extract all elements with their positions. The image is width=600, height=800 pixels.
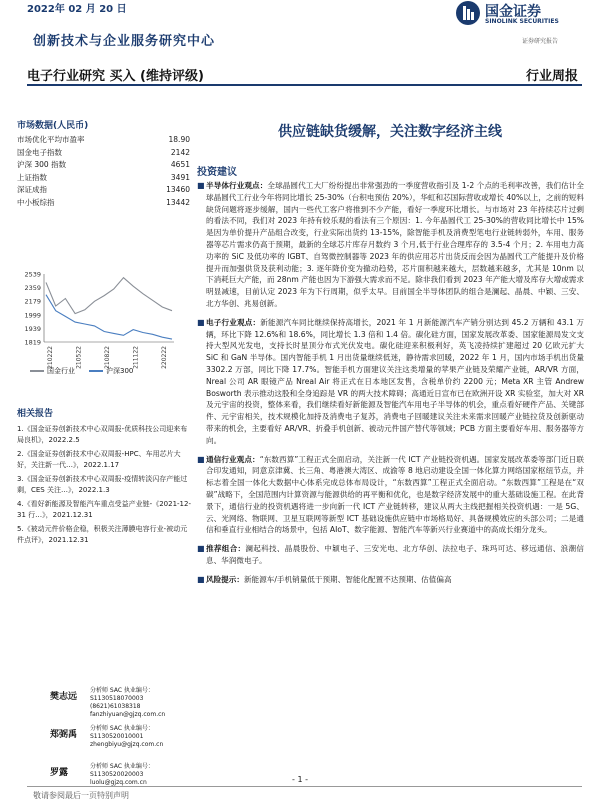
market-data-label: 深证成指: [17, 185, 47, 194]
market-data-value: 18.90: [168, 135, 190, 144]
report-title: 供应链缺货缓解，关注数字经济主线: [278, 124, 502, 140]
y-tick-label: 1999: [24, 311, 41, 320]
x-tick-label: 211122: [132, 346, 140, 369]
logo-mark-icon: [455, 0, 481, 26]
logo-subtitle: 证券研究报告: [522, 38, 559, 45]
bullet-square-icon: ■: [197, 317, 205, 327]
bullet-body: 新能源车/手机销量低于预期、智能化配置不达预期、估值偏高: [243, 574, 452, 584]
bullet-text: [206, 574, 584, 586]
bullet-paragraph: [197, 454, 584, 537]
legend-item: [30, 366, 75, 376]
bullet-body: 新能源汽车同比继续保持高增长，2021 年 1 月新能源汽车产销分别达到 45.2 万辆和 43.1 万辆，环比下降 12.6%和 18.6%，同比增长 1.3 倍和 1.4 倍。碳化硅方面，国家发展改革委、国家能源局发文支持大型风光发电，支持长时星顶分布式光伏发电。碳化硅迎来积极利好，英飞凌持续扩建超过 20 亿欧元扩大 SiC 和 GaN 半导体。国内智能手机 1 月出货量继续低迷，静待需求回暖，2022 年 1 月，国内市场手机出货量 3302.2 万部，同比下降 17.7%。智能手机方面建议关注这类增量的苹果产业链及荣耀产业链，AR/VR 方面，Nreal 公司 AR 眼镜产品 Nreal Air 将正式在日本地区发售，含税单价约 2200 元；Meta XR 主管 Andrew Bosworth 表示推动这股和全身追踪是 VR 的两大技术障碍；高通近日宣布已在欧洲开设 XR 实验室，加大对 XR 及元宇宙的投资，整体来看，我们继续看好新能源及智能汽车用电子半导体的机会，重点看好硬件产品、关键部件、元宇宙相关，技术规模化加持及消费电子复苏，消费电子回暖建议关注未来需求回暖产业链拉货及创新驱动带来的机会，主要看好 AR/VR、折叠手机创新、被动元件国产替代等领域；PCB 方面主要看好车用、服务器等方向。: [206, 317, 585, 445]
analyst-cert: 分析师 SAC 执业编号：S1130518070003: [90, 687, 154, 702]
market-data-label: 沪深 300 指数: [17, 160, 67, 169]
bullet-body: “东数西算”工程正式全面启动，关注新一代 ICT 产业链投资机遇。国家发展改革委等部门近日联合印发通知，同意京津冀、长三角、粤港澳大湾区、成渝等 8 地启动建设全国一体化算力网络国家枢纽节点，并标志着全国一体化大数据中心体系完成总体布局设计，“东数西算”工程正式全面启动。“东数西算”工程是在“双碳”战略下，全国范围内计算资源与能源供给的再平衡和优化，也是数字经济发展中的重大基础设施工程。在此背景下，通信行业的投资机遇将进一步向新一代 ICT 产业链转移，建议从两大主线把握相关投资机遇：一是 5G、云、光网络、物联网、卫星互联网等新型 ICT 基础设施供应链中市场格局好、具备规模效应的头部公司；二是通信和垂直行业相结合的场景中，包括 AIoT、数字能源、智能汽车等新兴行业赛道中的高成长细分龙头。: [206, 454, 584, 535]
bullet-square-icon: ■: [197, 544, 205, 554]
y-tick-label: 1939: [24, 324, 41, 333]
analyst-email[interactable]: luolu@gjzq.com.cn: [90, 779, 147, 786]
x-tick-label: 210222: [47, 346, 54, 369]
bullet-paragraph: [197, 180, 584, 310]
market-data-value: 13460: [166, 185, 190, 194]
bullet-heading: 电子行业观点：: [206, 317, 261, 327]
market-data-panel: [17, 118, 192, 209]
related-reports: [17, 406, 192, 549]
analyst-email[interactable]: fanzhiyuan@gjzq.com.cn: [90, 711, 166, 718]
market-data-value: 4651: [170, 160, 190, 169]
analyst-name: 樊志远: [50, 692, 78, 702]
company-logo: [455, 0, 575, 36]
market-data-row: [17, 184, 192, 197]
y-tick-label: 1819: [24, 338, 41, 347]
bullet-heading: 风险提示：: [206, 574, 244, 584]
report-banner: [27, 62, 582, 86]
related-reports-title: 相关报告: [17, 409, 54, 419]
bullet-paragraph: [197, 317, 584, 447]
legend-item: [89, 366, 133, 376]
legend-label: 沪深300: [106, 367, 134, 375]
market-data-value: 13442: [166, 197, 190, 207]
bullet-text: [206, 543, 584, 567]
related-report-item[interactable]: 1.《国金证券创新技术中心双周报-优质科技公司迎来布局良机》，2022.2.5: [17, 425, 188, 444]
market-data-label: 中小板综指: [17, 197, 55, 207]
analyst-name: 郑弼禹: [50, 730, 78, 740]
market-data-value: 2142: [170, 147, 190, 157]
analyst-card: [50, 687, 190, 725]
market-data-row: [17, 147, 192, 160]
x-tick-label: 210822: [104, 346, 111, 369]
legend-swatch: [30, 370, 44, 372]
related-report-item[interactable]: 4.《看好新能源及智能汽车重点受益产业链-《2021-12-31 行…》，2021.12.31: [17, 500, 191, 519]
bullet-square-icon: ■: [197, 454, 205, 464]
bullet-text: [206, 454, 584, 537]
analyst-cert: 分析师 SAC 执业编号：S1130520020003: [90, 763, 154, 778]
market-data-row: [17, 197, 192, 210]
analyst-info: [90, 687, 200, 719]
related-report-item[interactable]: 2.《国金证券创新技术中心双周报-HPC、车用芯片大好，关注新一代…》，2022.1.17: [17, 450, 181, 469]
market-data-row: [17, 172, 192, 185]
y-tick-label: 2539: [24, 270, 41, 279]
index-trend-chart: [14, 268, 194, 380]
report-type: 行业周报: [525, 69, 578, 84]
bullet-square-icon: ■: [197, 181, 205, 190]
bullet-text: [206, 180, 584, 310]
section-title: 投资建议: [197, 167, 237, 178]
market-data-label: 市场优化平均市盈率: [17, 135, 85, 144]
industry-rating: 电子行业研究 买入 (维持评级): [27, 69, 204, 84]
page-number: - 1 -: [292, 775, 308, 784]
report-date: 2022年 02 月 20 日: [27, 4, 127, 15]
related-report-item[interactable]: 5.《被动元件价格企稳，积极关注薄膜电容行业-被动元件点评》，2021.12.31: [17, 525, 188, 544]
x-tick-label: 220222: [161, 346, 168, 369]
bullet-text: [206, 317, 584, 447]
related-report-item[interactable]: 3.《国金证券创新技术中心双周报-疫情转淡闪存产能过剩，CES 关注…》，2022.1.3: [17, 475, 188, 494]
market-data-row: [17, 134, 192, 147]
market-data-row: [17, 159, 192, 172]
bullet-paragraph: [197, 543, 584, 567]
bullet-heading: 半导体行业观点：: [206, 181, 268, 190]
x-tick-label: 210522: [75, 346, 83, 369]
bullet-body: 全球晶圆代工大厂纷纷提出非常强劲的一季度营收指引及 1-2 个点的毛利率改善，我们估计全球晶圆代工行业今年将同比增长 25-30%（台积电预估 20%），华虹和芯国际营收或增长 40%以上，之前的短料缺货问题将逐步缓解，国内一些代工客户将推到不少产能，看好一季度环比增长。与市场对 23 年持续芯片过剩的看法不同，我们对 2023 年持有较乐观的看法有三个原因：1. 今年晶圆代工 25-30%的营收同比增长中 15%是因为单价提升产品组合改变，行业实际出货约 13-15%，除智能手机及消费型笔电行业链转弱外，车用、服务器等芯片需求仍高于预期，最新的全球芯片库存月数约 3 个月,低于行业合理库存的 3.5-4 个月；2. 车用电力高功率的 SiC 及低功率的 IGBT、自驾微控制器等 2023 年的供应用芯片出货反而会因为晶圆代工产能提升及价格提升而加强供货及获利动能；3. 逐年降价变为撤动趋势，芯片面积越来越大，层数越来越多，尤其是 10nm 以下消耗巨大产能，而 28nm 产能也因为下游强大需求而不足。除非我们看到 2023 年产能大增及库存大增或需求明显减速，目前认定 2023 年为下行周期，似乎太早。目前国全半导体团队的组合是澜起、晶晨、中颖、三安、北方华创、兆易创新。: [206, 181, 585, 308]
investment-bullets: [197, 180, 584, 593]
footer-divider: [27, 786, 582, 787]
legend-label: 国金行业: [47, 367, 75, 375]
market-data-value: 3491: [170, 172, 190, 182]
bullet-square-icon: ■: [197, 574, 205, 584]
bullet-body: 澜起科技、晶晨股份、中颖电子、三安光电、北方华创、法拉电子、珠玛可达、移远通信、浪潮信息、华润微电子。: [206, 544, 584, 565]
analyst-phone: (8621)61038318: [90, 703, 141, 710]
logo-name-cn: 国金证券: [485, 4, 541, 20]
y-tick-label: 2359: [24, 284, 41, 293]
analyst-info: [90, 725, 200, 749]
market-data-label: 国金电子指数: [17, 147, 62, 157]
y-tick-label: 2179: [24, 297, 41, 306]
market-data-title: 市场数据(人民币): [17, 121, 89, 131]
analyst-email[interactable]: zhengbiyu@gjzq.com.cn: [90, 741, 164, 748]
market-data-label: 上证指数: [17, 172, 47, 182]
bullet-heading: 推荐组合：: [206, 544, 246, 554]
analyst-cert: 分析师 SAC 执业编号：S1130520010001: [90, 725, 154, 740]
analyst-card: [50, 725, 190, 763]
series-line-0: [46, 278, 172, 314]
research-center-name: 创新技术与企业服务研究中心: [33, 34, 216, 49]
legend-swatch: [89, 370, 103, 372]
analyst-name: 罗露: [50, 768, 69, 778]
bullet-paragraph: [197, 574, 584, 586]
chart-legend: [30, 366, 190, 376]
series-line-1: [46, 295, 172, 339]
logo-name-en: SINOLINK SECURITIES: [485, 18, 559, 25]
bullet-heading: 通信行业观点：: [206, 454, 260, 464]
footer-disclaimer: 敬请参阅最后一页特别声明: [33, 791, 129, 800]
